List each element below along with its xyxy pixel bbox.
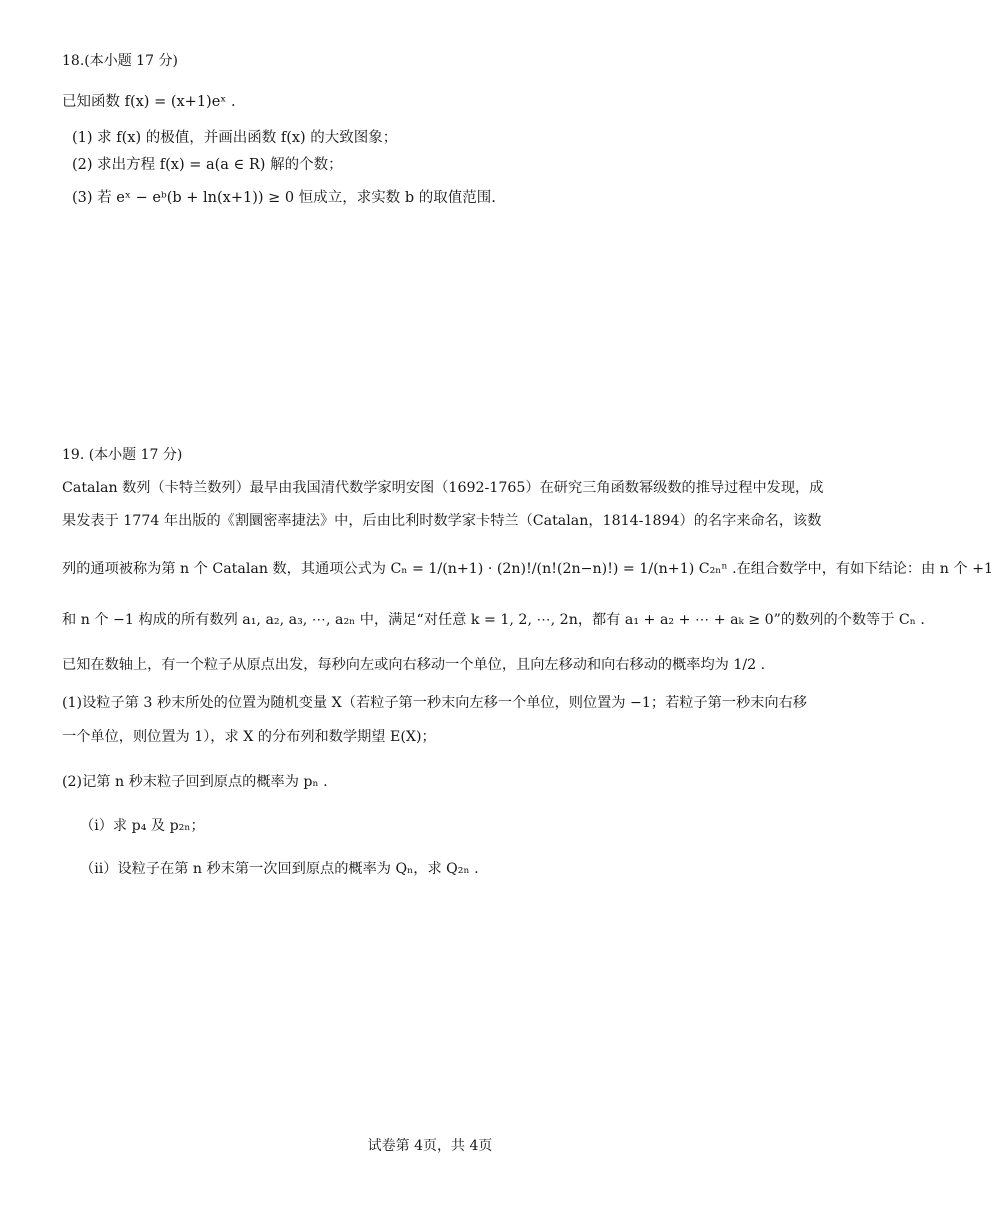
question-19-line: 果发表于 1774 年出版的《割圜密率捷法》中，后由比利时数学家卡特兰（Catalan，1814-1894）的名字来命名，该数: [62, 513, 822, 529]
question-18-part-1: (1) 求 f(x) 的极值，并画出函数 f(x) 的大致图象；: [72, 130, 398, 146]
question-19-part-1-cont: 一个单位，则位置为 1），求 X 的分布列和数学期望 E(X)；: [62, 729, 436, 745]
page-footer: 试卷第 4页，共 4页: [367, 1138, 493, 1154]
question-19-part-2: (2)记第 n 秒末粒子回到原点的概率为 pₙ .: [62, 774, 328, 790]
question-18-part-2: (2) 求出方程 f(x) = a(a ∈ R) 解的个数；: [72, 157, 343, 173]
question-19-part-2-ii: （ii）设粒子在第 n 秒末第一次回到原点的概率为 Qₙ，求 Q₂ₙ .: [80, 861, 479, 877]
question-19-line: Catalan 数列（卡特兰数列）最早由我国清代数学家明安图（1692-1765）在研究三角函数幂级数的推导过程中发现，成: [62, 480, 824, 496]
question-19-line: 和 n 个 −1 构成的所有数列 a₁, a₂, a₃, ⋯, a₂ₙ 中，满足“对任意 k = 1, 2, ⋯, 2n，都有 a₁ + a₂ + ⋯ + aₖ ≥ 0”的数列的个数等于 Cₙ .: [62, 612, 925, 628]
question-19-part-1: (1)设粒子第 3 秒末所处的位置为随机变量 X（若粒子第一秒末向左移一个单位，则位置为 −1；若粒子第一秒末向右移: [62, 695, 807, 711]
question-19-line: 已知在数轴上，有一个粒子从原点出发，每秒向左或向右移动一个单位，且向左移动和向右移动的概率均为 1/2 .: [62, 657, 766, 673]
question-19-line: 列的通项被称为第 n 个 Catalan 数，其通项公式为 Cₙ = 1/(n+1) · (2n)!/(n!(2n−n)!) = 1/(n+1) C₂ₙⁿ .在组合数学中，有如下结论：由 n 个 +1: [62, 561, 993, 577]
question-18-title: 18.(本小题 17 分): [62, 53, 178, 69]
question-19-part-2-i: （i）求 p₄ 及 p₂ₙ；: [80, 818, 205, 834]
question-19-title: 19. (本小题 17 分): [62, 447, 183, 463]
question-18-part-3: (3) 若 eˣ − eᵇ(b + ln(x+1)) ≥ 0 恒成立，求实数 b 的取值范围.: [72, 190, 496, 206]
question-18-intro: 已知函数 f(x) = (x+1)eˣ .: [62, 94, 236, 110]
